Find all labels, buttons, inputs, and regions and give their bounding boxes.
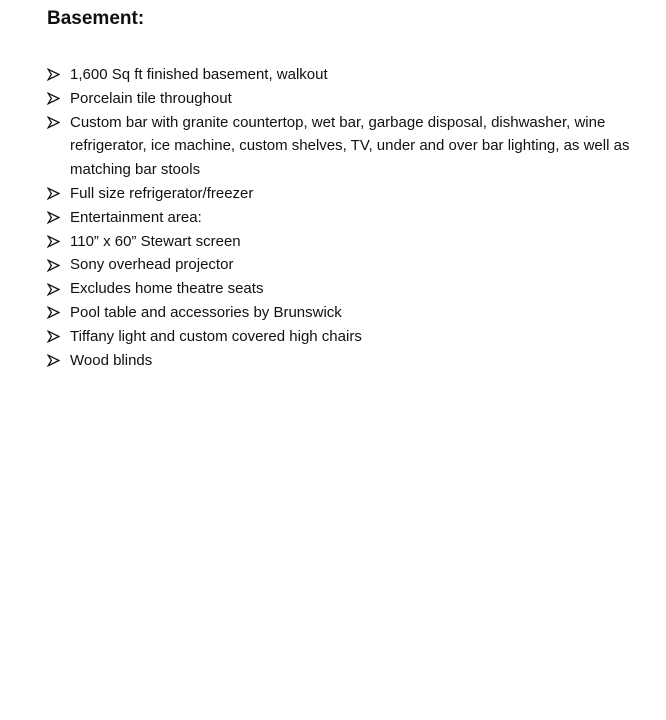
arrowhead-bullet-icon	[47, 325, 63, 349]
list-item-text	[70, 87, 666, 111]
list-item-text	[70, 277, 666, 301]
list-item-text	[70, 182, 666, 206]
list-item	[47, 182, 666, 206]
list-item-line: matching bar stools	[70, 161, 201, 179]
list-item-line: Sony overhead projector	[70, 256, 234, 274]
list-item	[47, 111, 666, 182]
list-item-line: Pool table and accessories by Brunswick	[70, 303, 342, 321]
arrowhead-bullet-icon	[47, 111, 63, 135]
arrowhead-bullet-icon	[47, 301, 63, 325]
list-item	[47, 349, 666, 373]
list-item-line: Wood blinds	[70, 351, 153, 369]
list-item-line: 1,600 Sq ft finished basement, walkout	[70, 66, 328, 83]
list-item-text	[70, 301, 666, 325]
arrowhead-bullet-icon	[47, 277, 63, 301]
list-item-text	[70, 111, 666, 182]
list-item-line: 110” x 60” Stewart screen	[70, 232, 241, 250]
list-item	[47, 325, 666, 349]
list-item-line: Porcelain tile throughout	[70, 89, 232, 107]
list-item	[47, 63, 666, 87]
section-heading: Basement:	[47, 8, 145, 29]
list-item-text	[70, 349, 666, 373]
list-item-line: refrigerator, ice machine, custom shelves, TV, under and over bar lighting, as well as	[70, 137, 630, 155]
list-item	[47, 87, 666, 111]
list-item-line: Full size refrigerator/freezer	[70, 184, 254, 202]
list-item	[47, 301, 666, 325]
arrowhead-bullet-icon	[47, 206, 63, 230]
list-item-line: Custom bar with granite countertop, wet bar, garbage disposal, dishwasher, wine	[70, 113, 606, 131]
arrowhead-bullet-icon	[47, 182, 63, 206]
list-item	[47, 230, 666, 254]
list-item-text	[70, 325, 666, 349]
list-item-text	[70, 253, 666, 277]
list-item	[47, 206, 666, 230]
list-item-line: Excludes home theatre seats	[70, 280, 264, 298]
list-item-line: Entertainment area:	[70, 208, 202, 226]
arrowhead-bullet-icon	[47, 253, 63, 277]
arrowhead-bullet-icon	[47, 349, 63, 373]
list-item	[47, 277, 666, 301]
list-item	[47, 253, 666, 277]
arrowhead-bullet-icon	[47, 87, 63, 111]
feature-list	[47, 63, 666, 372]
list-item-text	[70, 206, 666, 230]
arrowhead-bullet-icon	[47, 230, 63, 254]
list-item-line: Tiffany light and custom covered high chairs	[70, 327, 362, 345]
arrowhead-bullet-icon	[47, 63, 63, 87]
list-item-text	[70, 230, 666, 254]
list-item-text	[70, 63, 666, 87]
